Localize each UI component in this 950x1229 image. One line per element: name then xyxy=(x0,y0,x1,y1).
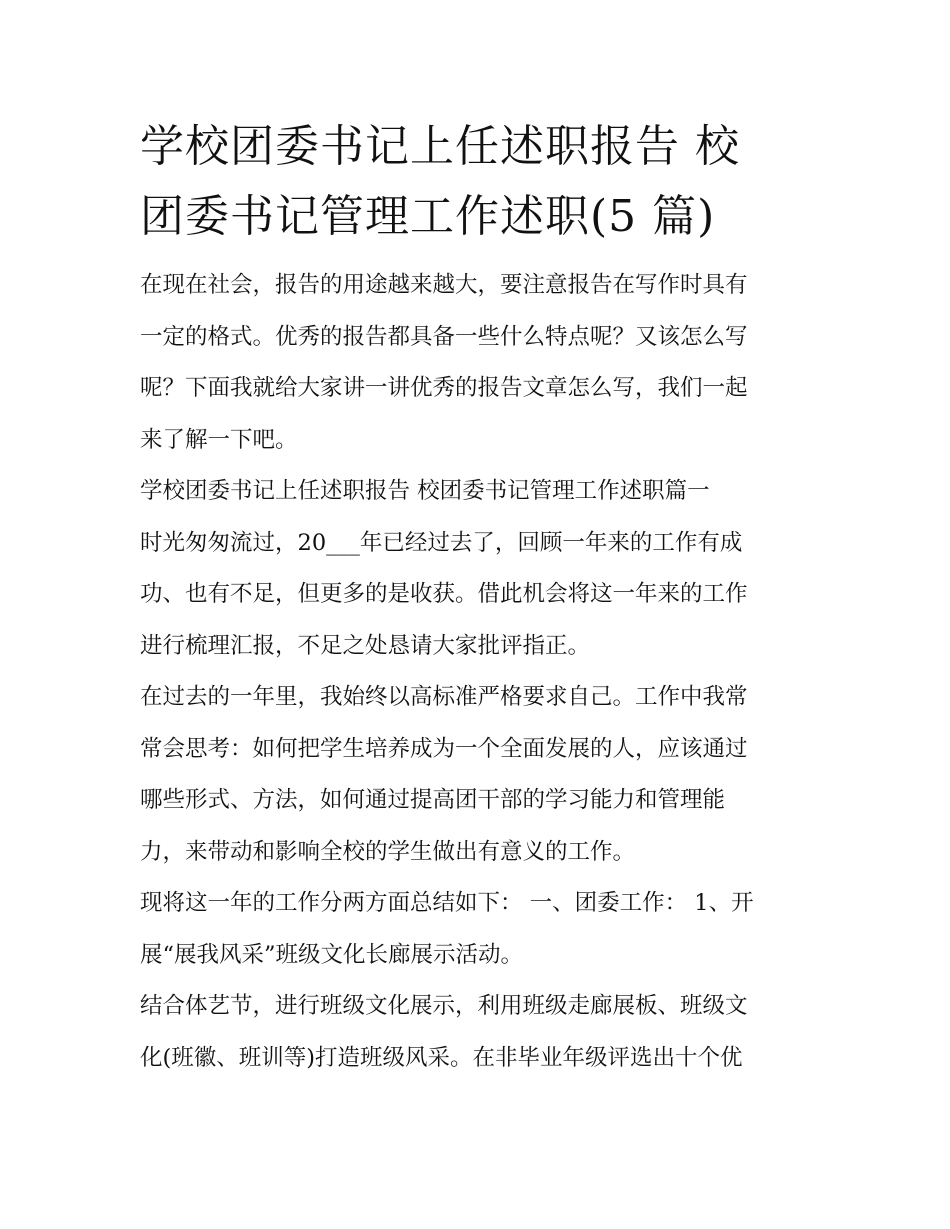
title-line: 学校团委书记上任述职报告 校 xyxy=(140,121,740,172)
body-paragraph xyxy=(140,878,812,981)
text-line: 在过去的一年里，我始终以高标准严格要求自己。工作中我常 xyxy=(140,684,748,710)
text-line: 常会思考：如何把学生培养成为一个全面发展的人，应该通过 xyxy=(140,735,748,762)
text-line: 力，来带动和影响全校的学生做出有意义的工作。 xyxy=(140,838,636,865)
intro-paragraph xyxy=(140,260,812,466)
section-heading xyxy=(140,466,812,518)
body-paragraph xyxy=(140,518,812,673)
body-paragraph xyxy=(140,981,812,1084)
text-line: 现将这一年的工作分两方面总结如下： 一、团委工作： 1、开 xyxy=(140,890,754,916)
text-line: 时光匆匆流过，20___年已经过去了，回顾一年来的工作有成 xyxy=(140,529,743,556)
title-line: 团委书记管理工作述职(5 篇) xyxy=(140,191,716,242)
text-line: 功、也有不足，但更多的是收获。借此机会将这一年来的工作 xyxy=(140,581,748,607)
text-line: 呢？下面我就给大家讲一讲优秀的报告文章怎么写，我们一起 xyxy=(140,375,748,401)
document-title xyxy=(140,112,812,252)
text-line: 进行梳理汇报，不足之处恳请大家批评指正。 xyxy=(140,632,591,659)
text-line: 在现在社会，报告的用途越来越大，要注意报告在写作时具有 xyxy=(140,272,748,298)
text-line: 哪些形式、方法，如何通过提高团干部的学习能力和管理能 xyxy=(140,787,726,813)
text-line: 展“展我风采”班级文化长廊展示活动。 xyxy=(140,941,524,968)
text-line: 一定的格式。优秀的报告都具备一些什么特点呢？又该怎么写 xyxy=(140,323,748,350)
text-line: 结合体艺节，进行班级文化展示，利用班级走廊展板、班级文 xyxy=(140,993,748,1019)
text-line: 化(班徽、班训等)打造班级风采。在非毕业年级评选出十个优 xyxy=(140,1044,743,1071)
document-body xyxy=(140,112,812,1084)
text-line: 学校团委书记上任述职报告 校团委书记管理工作述职篇一 xyxy=(140,478,710,504)
text-line: 来了解一下吧。 xyxy=(140,426,298,453)
body-paragraph xyxy=(140,672,812,878)
